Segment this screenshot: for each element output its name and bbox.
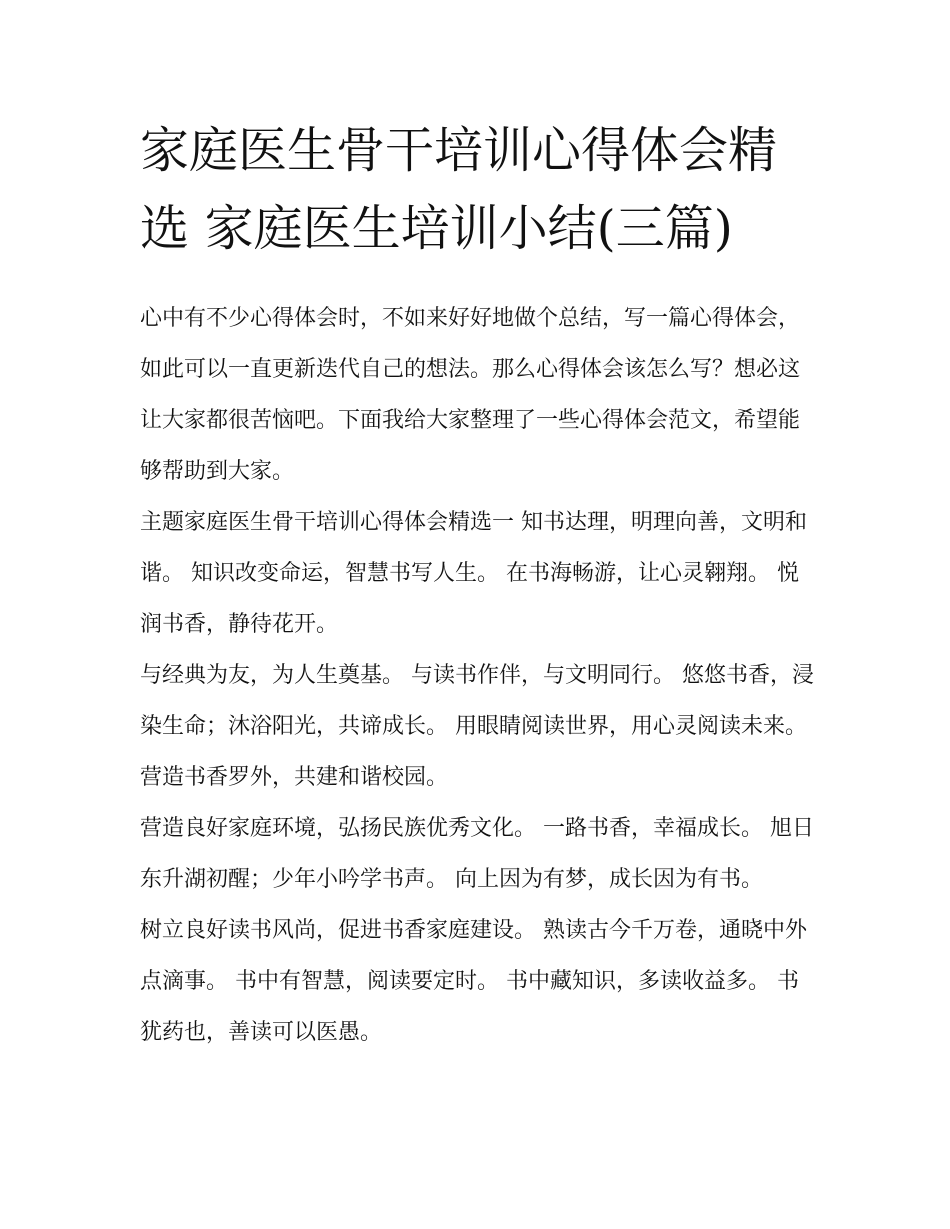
paragraph-4: 树立良好读书风尚，促进书香家庭建设。 熟读古今千万卷，通晓中外点滴事。 书中有智慧，阅读要定时。 书中藏知识，多读收益多。 书犹药也，善读可以医愚。 bbox=[140, 918, 807, 1045]
paragraph-3: 营造良好家庭环境，弘扬民族优秀文化。 一路书香，幸福成长。 旭日东升湖初醒；少年小吟学书声。 向上因为有梦，成长因为有书。 bbox=[140, 816, 814, 892]
document-title: 家庭医生骨干培训心得体会精选 家庭医生培训小结(三篇) bbox=[140, 122, 778, 257]
intro-paragraph: 心中有不少心得体会时，不如来好好地做个总结，写一篇心得体会，如此可以一直更新迭代自己的想法。那么心得体会该怎么写？想必这让大家都很苦恼吧。下面我给大家整理了一些心得体会范文，希望能够帮助到大家。 bbox=[140, 306, 801, 484]
paragraph-2: 与经典为友，为人生奠基。 与读书作伴，与文明同行。 悠悠书香，浸染生命；沐浴阳光，共谛成长。 用眼睛阅读世界，用心灵阅读未来。 营造书香罗外，共建和谐校园。 bbox=[140, 663, 814, 790]
document-page bbox=[140, 112, 815, 1058]
paragraph-1: 主题家庭医生骨干培训心得体会精选一 知书达理，明理向善，文明和谐。 知识改变命运，智慧书写人生。 在书海畅游，让心灵翱翔。 悦润书香，静待花开。 bbox=[140, 510, 807, 637]
